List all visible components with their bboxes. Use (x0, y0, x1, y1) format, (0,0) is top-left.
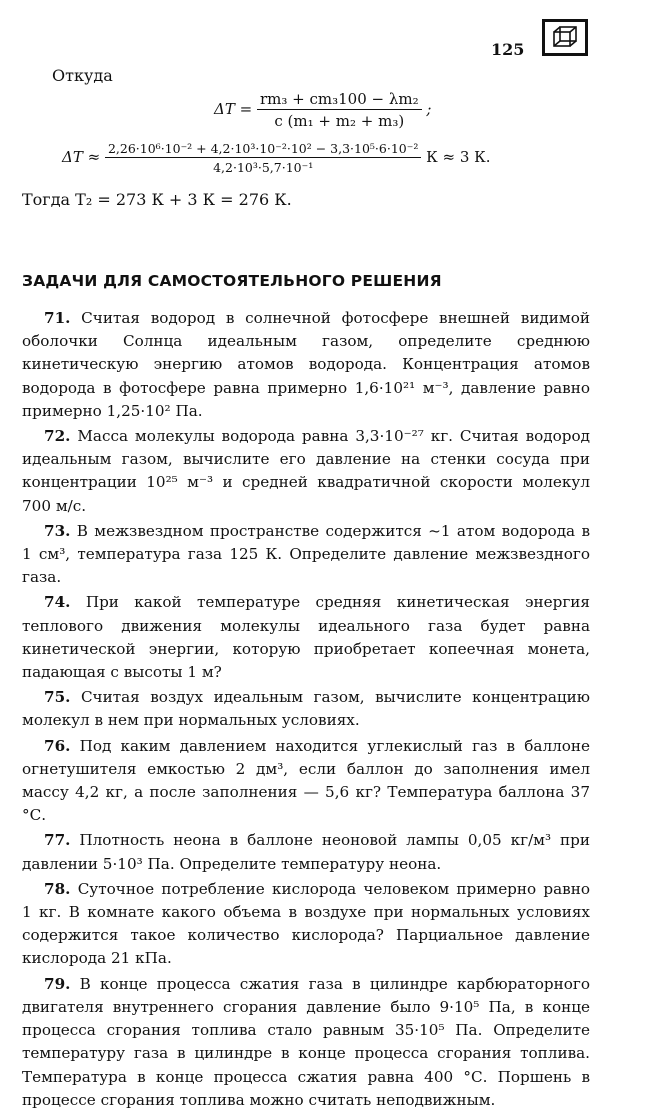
problem-item (22, 829, 590, 875)
formula2-fraction (105, 141, 421, 175)
problem-item (22, 878, 590, 971)
page-number: 125 (491, 40, 525, 59)
problem-number: 75. (44, 688, 71, 707)
formula-delta-t-numeric (62, 141, 491, 175)
formula1-fraction (257, 90, 422, 130)
section-heading: ЗАДАЧИ ДЛЯ САМОСТОЯТЕЛЬНОГО РЕШЕНИЯ (22, 272, 442, 290)
problem-list (22, 307, 590, 1114)
problem-number: 78. (44, 879, 71, 898)
problem-text: Считая водород в солнечной фотосфере внешней видимой оболочки Солнца идеальным газом, определите среднюю кинетическую энергию атомов водорода. Концентрация атомов водорода в фотосфере равна примерно 1,6·10²¹ м⁻³, давление равно примерно 1,25·10² Па. (22, 309, 590, 420)
problem-number: 76. (44, 736, 71, 755)
problem-item (22, 735, 590, 828)
formula-delta-t (214, 90, 431, 130)
problem-text: При какой температуре средняя кинетическая энергия теплового движения молекулы идеального газа будет равна кинетической энергии, которую приобретает копеечная монета, падающая с высоты 1 м? (22, 593, 591, 682)
formula1-numerator: rm₃ + cm₃100 − λm₂ (257, 90, 422, 110)
intro-word: Откуда (52, 66, 113, 85)
problem-number: 71. (44, 309, 71, 327)
problem-text: Суточное потребление кислорода человеком примерно равно 1 кг. В комнате какого объема в воздухе при нормальных условиях содержится такое количество кислорода? Парциальное давление кислорода 21 кПа. (22, 879, 590, 968)
problem-item (22, 973, 590, 1112)
problem-item (22, 520, 590, 590)
problem-item (22, 591, 590, 684)
problem-item (22, 425, 590, 518)
result-line: Тогда T₂ = 273 К + 3 К = 276 К. (22, 190, 292, 209)
formula1-denominator: c (m₁ + m₂ + m₃) (274, 112, 405, 130)
formula2-lhs: ΔT ≈ (62, 148, 101, 166)
formula2-tail: К ≈ 3 К. (426, 148, 491, 166)
problem-number: 77. (44, 831, 71, 850)
problem-number: 74. (44, 593, 71, 612)
problem-text: В межзвездном пространстве содержится ~1 атом водорода в 1 см³, температура газа 125 К. Определите давление межзвездного газа. (22, 521, 590, 587)
problem-item (22, 307, 590, 423)
problem-item (22, 686, 590, 732)
problem-text: В конце процесса сжатия газа в цилиндре карбюраторного двигателя внутреннего сгорания давление было 9·10⁵ Па, в конце процесса сгорания топлива стало равным 35·10⁵ Па. Определите температуру газа в цилиндре в конце процесса сгорания топлива. Температура в конце процесса сжатия равна 400 °С. Поршень в процессе сгорания топлива можно считать неподвижным. (22, 974, 590, 1109)
problem-number: 79. (44, 974, 71, 993)
problem-number: 72. (44, 427, 71, 446)
formula1-tail: ; (426, 100, 432, 118)
formula1-lhs: ΔT = (214, 100, 253, 118)
problem-text: Плотность неона в баллоне неоновой лампы 0,05 кг/м³ при давлении 5·10³ Па. Определите температуру неона. (22, 831, 591, 873)
problem-text: Масса молекулы водорода равна 3,3·10⁻²⁷ кг. Считая водород идеальным газом, вычислите его давление на стенки сосуда при концентрации 10²⁵ м⁻³ и средней квадратичной скорости молекул 700 м/с. (22, 427, 591, 515)
cube-emblem-icon (542, 19, 588, 56)
problem-text: Под каким давлением находится углекислый газ в баллоне огнетушителя емкостью 2 дм³, если баллон до заполнения имел массу 4,2 кг, а после заполнения — 5,6 кг? Температура баллона 37 °С. (22, 736, 590, 825)
formula2-denominator: 4,2·10³·5,7·10⁻¹ (213, 160, 314, 175)
formula2-numerator: 2,26·10⁶·10⁻² + 4,2·10³·10⁻²·10² − 3,3·10⁵·6·10⁻² (105, 141, 421, 158)
problem-number: 73. (44, 521, 71, 540)
problem-text: Считая воздух идеальным газом, вычислите концентрацию молекул в нем при нормальных условиях. (22, 688, 590, 730)
